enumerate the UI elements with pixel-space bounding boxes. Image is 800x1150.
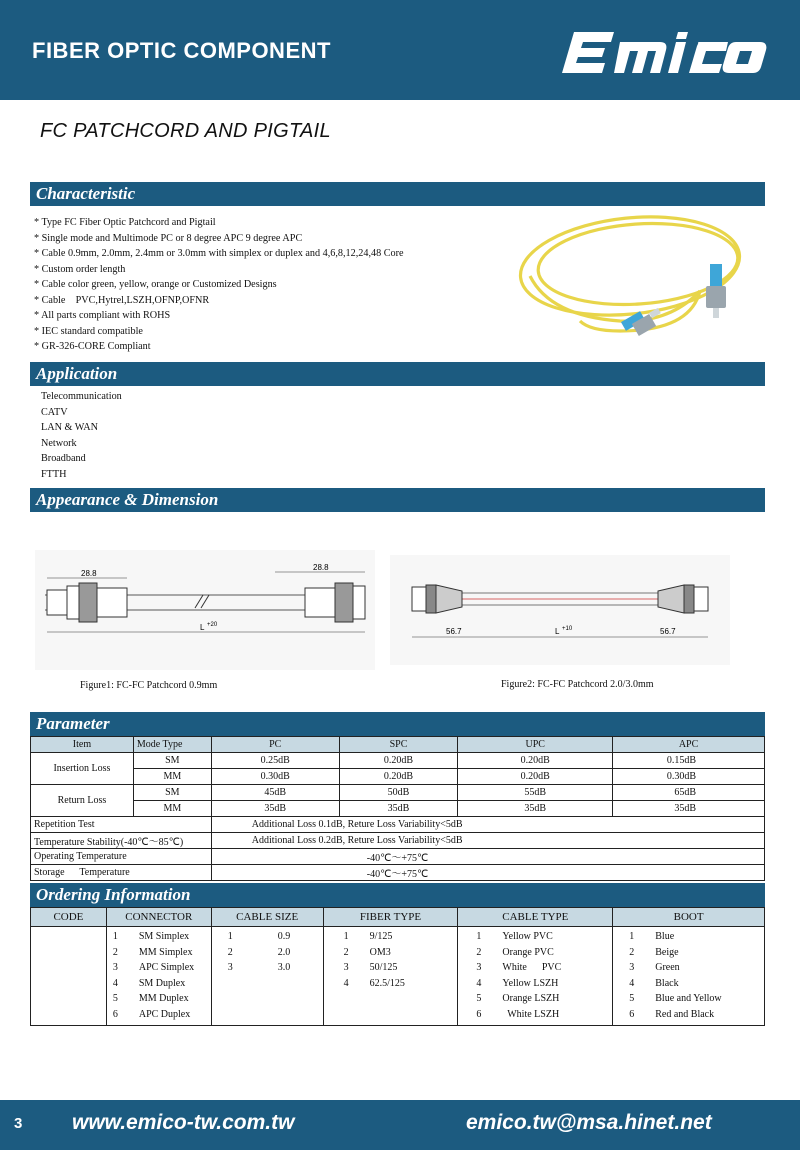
- col-header: SPC: [339, 737, 458, 753]
- table-row: [31, 927, 765, 1026]
- table-cell: 0.30dB: [211, 769, 339, 785]
- table-cell: 45dB: [211, 785, 339, 801]
- option-label: SM Duplex: [138, 977, 186, 989]
- table-row: [31, 849, 765, 865]
- option-code: 3: [343, 962, 349, 973]
- table-row: [31, 785, 765, 801]
- option-label: 0.9: [277, 931, 291, 942]
- list-item: [228, 960, 323, 976]
- option-label: White PVC: [502, 962, 562, 973]
- table-cell: 50dB: [339, 785, 458, 801]
- option-label: Orange LSZH: [502, 993, 560, 1004]
- list-item: * IEC standard compatible: [34, 325, 143, 337]
- option-code: 1: [112, 931, 118, 942]
- option-label: 9/125: [369, 931, 393, 942]
- figure2-drawing: [390, 555, 730, 665]
- table-cell: 35dB: [458, 801, 613, 817]
- table-cell: 0.15dB: [613, 753, 765, 769]
- website-link[interactable]: www.emico-tw.com.tw: [72, 1111, 295, 1134]
- table-cell: 35dB: [211, 801, 339, 817]
- col-header: UPC: [458, 737, 613, 753]
- row-label: Temperature Stability(-40℃～85℃): [31, 833, 212, 849]
- option-label: Beige: [655, 946, 679, 958]
- list-item: Broadband: [41, 453, 86, 464]
- list-item: [228, 929, 323, 945]
- section-parameter: Parameter: [30, 712, 765, 736]
- row-label: Insertion Loss: [31, 753, 134, 785]
- list-item: LAN & WAN: [41, 422, 98, 433]
- option-label: White LSZH: [502, 1008, 560, 1020]
- list-item: FTTH: [41, 468, 67, 480]
- email-link[interactable]: emico.tw@msa.hinet.net: [466, 1111, 712, 1134]
- page-title: FC PATCHCORD AND PIGTAIL: [40, 120, 331, 142]
- option-label: 62.5/125: [369, 977, 405, 989]
- option-code: 4: [343, 977, 349, 989]
- list-item: * Single mode and Multimode PC or 8 degree APC 9 degree APC: [34, 232, 303, 244]
- fiber-type-options: [323, 927, 458, 1026]
- col-header: FIBER TYPE: [323, 908, 458, 927]
- list-item: [476, 991, 612, 1007]
- list-item: [344, 960, 458, 976]
- dim-L-tol: +20: [207, 622, 218, 628]
- table-cell: SM: [133, 785, 211, 801]
- option-code: 2: [112, 946, 118, 958]
- list-item: [113, 976, 211, 992]
- ordering-table: [30, 907, 765, 1026]
- option-label: MM Duplex: [138, 993, 189, 1004]
- list-item: * Cable PVC,Hytrel,LSZH,OFNP,OFNR: [34, 294, 210, 306]
- col-header: CABLE SIZE: [211, 908, 323, 927]
- list-item: * GR-326-CORE Compliant: [34, 341, 151, 352]
- list-item: [476, 976, 612, 992]
- list-item: * Custom order length: [34, 263, 126, 275]
- col-header: CABLE TYPE: [458, 908, 613, 927]
- col-header: Mode Type: [133, 737, 211, 753]
- table-cell: -40℃～+75℃: [211, 865, 764, 881]
- option-code: 5: [476, 993, 482, 1004]
- list-item: * Type FC Fiber Optic Patchcord and Pigtail: [34, 217, 216, 228]
- option-label: Red and Black: [655, 1008, 715, 1020]
- list-item: [629, 945, 764, 961]
- row-label: Repetition Test: [31, 817, 212, 833]
- patchcord-product-image: [510, 206, 760, 366]
- section-ordering: Ordering Information: [30, 883, 765, 907]
- table-row: [31, 801, 765, 817]
- section-appearance: Appearance & Dimension: [30, 488, 765, 512]
- section-characteristic: Characteristic: [30, 182, 765, 206]
- list-item: [629, 929, 764, 945]
- table-cell: Additional Loss 0.2dB, Reture Loss Variability<5dB: [211, 833, 764, 849]
- page-header: [0, 0, 800, 100]
- option-code: 6: [112, 1008, 118, 1020]
- option-code: 3: [227, 962, 233, 973]
- table-cell: 0.30dB: [613, 769, 765, 785]
- list-item: [344, 945, 458, 961]
- list-item: * All parts compliant with ROHS: [34, 310, 171, 321]
- option-label: SM Simplex: [138, 931, 190, 942]
- option-code: 2: [227, 946, 233, 958]
- dim-28-8-left: 28.8: [81, 569, 97, 578]
- option-label: OM3: [369, 946, 391, 958]
- table-cell: 0.20dB: [339, 769, 458, 785]
- list-item: [344, 929, 458, 945]
- section-application: Application: [30, 362, 765, 386]
- list-item: [113, 945, 211, 961]
- option-code: 1: [227, 931, 233, 942]
- col-header: PC: [211, 737, 339, 753]
- list-item: * Cable color green, yellow, orange or Customized Designs: [34, 279, 277, 290]
- option-label: 50/125: [369, 962, 398, 973]
- table-cell: 0.20dB: [339, 753, 458, 769]
- fc-connector-icon: [706, 264, 726, 318]
- list-item: [476, 929, 612, 945]
- list-item: [113, 1007, 211, 1023]
- option-code: 5: [112, 993, 118, 1004]
- table-row: [31, 833, 765, 849]
- connector-options: [106, 927, 211, 1026]
- page-number: 3: [14, 1115, 23, 1132]
- option-label: APC Duplex: [138, 1008, 191, 1020]
- option-code: 2: [629, 946, 635, 958]
- option-label: Blue: [655, 931, 675, 942]
- dim-L2-tol: +10: [562, 626, 573, 632]
- row-label: Storage Temperature: [31, 865, 212, 881]
- option-label: Yellow PVC: [502, 931, 553, 942]
- dim-L2: L: [555, 627, 560, 636]
- list-item: [476, 960, 612, 976]
- option-code: 5: [629, 993, 635, 1004]
- dim-56-7-right: 56.7: [660, 627, 676, 636]
- col-header: BOOT: [613, 908, 765, 927]
- cable-size-options: [211, 927, 323, 1026]
- boot-options: [613, 927, 765, 1026]
- option-code: 4: [476, 977, 482, 989]
- option-label: Yellow LSZH: [502, 977, 559, 989]
- list-item: [113, 960, 211, 976]
- list-item: * Cable 0.9mm, 2.0mm, 2.4mm or 3.0mm with simplex or duplex and 4,6,8,12,24,48 Core: [34, 248, 404, 259]
- option-code: 4: [112, 977, 118, 989]
- header-title: FIBER OPTIC COMPONENT: [32, 38, 331, 63]
- table-cell: 35dB: [339, 801, 458, 817]
- table-row: [31, 769, 765, 785]
- option-code: 3: [629, 962, 635, 973]
- option-label: Black: [655, 977, 679, 989]
- list-item: [344, 976, 458, 992]
- option-code: 2: [343, 946, 349, 958]
- col-header: CODE: [31, 908, 107, 927]
- dim-56-7-left: 56.7: [446, 627, 462, 636]
- list-item: [629, 1007, 764, 1023]
- option-label: Orange PVC: [502, 946, 554, 958]
- list-item: [228, 945, 323, 961]
- table-cell: -40℃～+75℃: [211, 849, 764, 865]
- option-code: 6: [629, 1008, 635, 1020]
- row-label: Operating Temperature: [31, 849, 212, 865]
- table-cell: 35dB: [613, 801, 765, 817]
- option-label: Blue and Yellow: [655, 993, 722, 1004]
- option-code: 6: [476, 1008, 482, 1020]
- table-cell: Additional Loss 0.1dB, Reture Loss Variability<5dB: [211, 817, 764, 833]
- table-header-row: [31, 737, 765, 753]
- list-item: [629, 960, 764, 976]
- col-header: Item: [31, 737, 134, 753]
- option-code: 4: [629, 977, 635, 989]
- dim-L: L: [200, 623, 205, 632]
- option-label: 3.0: [277, 962, 291, 973]
- table-row: [31, 753, 765, 769]
- cable-type-options: [458, 927, 613, 1026]
- table-header-row: [31, 908, 765, 927]
- table-cell: 65dB: [613, 785, 765, 801]
- col-header: CONNECTOR: [106, 908, 211, 927]
- table-cell: SM: [133, 753, 211, 769]
- parameter-table: [30, 736, 765, 881]
- figure1-drawing: [35, 550, 375, 670]
- option-label: MM Simplex: [138, 946, 193, 958]
- col-header: APC: [613, 737, 765, 753]
- table-cell: 0.25dB: [211, 753, 339, 769]
- table-cell: 55dB: [458, 785, 613, 801]
- figure2-caption: Figure2: FC-FC Patchcord 2.0/3.0mm: [501, 679, 654, 690]
- row-label: Return Loss: [31, 785, 134, 817]
- list-item: CATV: [41, 406, 68, 418]
- option-code: 1: [343, 931, 349, 942]
- list-item: [629, 991, 764, 1007]
- option-code: 2: [476, 946, 482, 958]
- option-label: Green: [655, 962, 680, 973]
- list-item: [113, 991, 211, 1007]
- table-cell: 0.20dB: [458, 753, 613, 769]
- option-code: 1: [476, 931, 482, 942]
- emico-logo: [560, 22, 768, 82]
- option-code: 1: [629, 931, 635, 942]
- figure1-caption: Figure1: FC-FC Patchcord 0.9mm: [80, 680, 218, 691]
- option-label: APC Simplex: [138, 962, 195, 973]
- option-label: 2.0: [277, 946, 291, 958]
- list-item: Telecommunication: [41, 391, 122, 402]
- option-code: 3: [476, 962, 482, 973]
- table-row: [31, 817, 765, 833]
- table-cell: MM: [133, 801, 211, 817]
- table-cell: 0.20dB: [458, 769, 613, 785]
- list-item: [629, 976, 764, 992]
- table-row: [31, 865, 765, 881]
- dim-28-8-right: 28.8: [313, 563, 329, 572]
- list-item: [476, 1007, 612, 1023]
- code-cell: [31, 927, 107, 1026]
- page-footer: [0, 1100, 800, 1150]
- list-item: [476, 945, 612, 961]
- option-code: 3: [112, 962, 118, 973]
- applications-list: [41, 389, 122, 482]
- table-cell: MM: [133, 769, 211, 785]
- list-item: Network: [41, 437, 77, 449]
- characteristics-list: [34, 215, 404, 355]
- list-item: [113, 929, 211, 945]
